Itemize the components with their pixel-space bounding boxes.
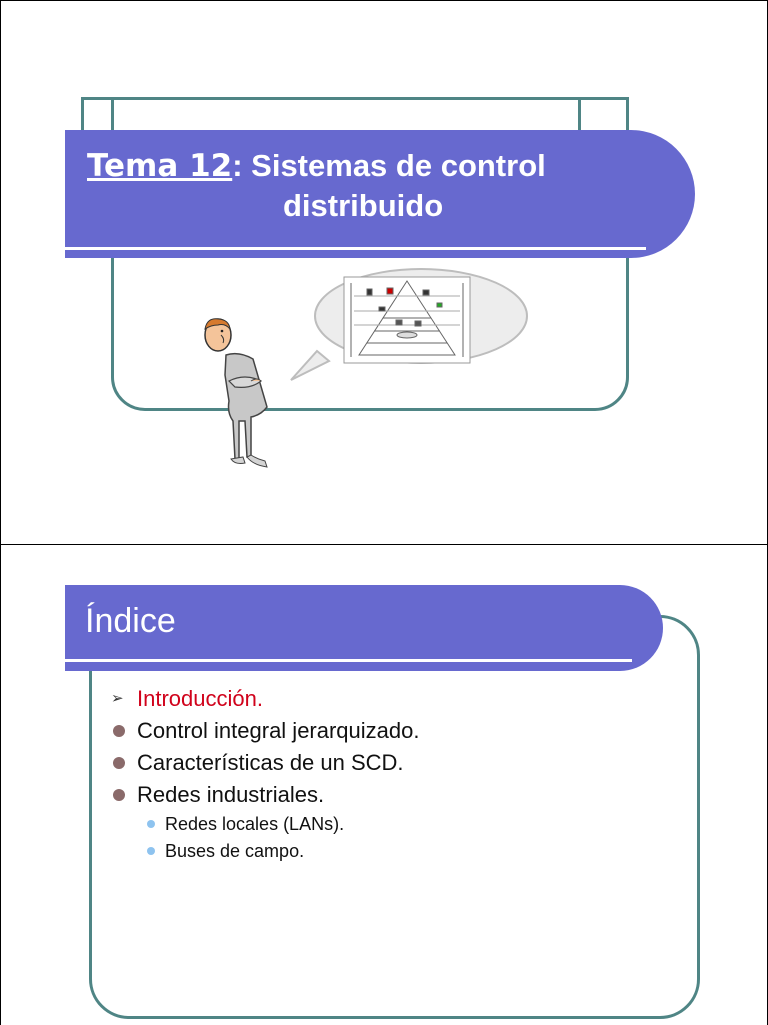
thinking-man-illustration: [191, 263, 531, 473]
sub-list-item: [111, 838, 671, 865]
frame-left-border: [81, 97, 84, 133]
banner-underline: [65, 659, 632, 662]
sub-list-item: [111, 811, 671, 838]
list-item-label: Control integral jerarquizado.: [137, 718, 420, 743]
list-item-label: Características de un SCD.: [137, 750, 404, 775]
slide-title: Índice: [85, 602, 176, 640]
topic-number: Tema 12: [87, 148, 233, 184]
title-text-2: distribuido: [283, 188, 444, 223]
bullet-icon: [113, 757, 125, 769]
sub-bullet-icon: [147, 820, 155, 828]
list-item: [111, 683, 671, 715]
sub-bullet-icon: [147, 847, 155, 855]
slide-title: [87, 146, 647, 226]
bullet-icon: [113, 789, 125, 801]
list-item-label: Introducción.: [137, 686, 263, 711]
list-item: [111, 747, 671, 779]
banner-underline: [65, 247, 646, 250]
bullet-icon: [113, 725, 125, 737]
chevron-right-icon: ➢: [111, 690, 124, 707]
index-list: [111, 683, 671, 865]
sub-list-item-label: Redes locales (LANs).: [165, 814, 345, 834]
sub-list-item-label: Buses de campo.: [165, 841, 305, 861]
list-item-label: Redes industriales.: [137, 782, 325, 807]
man-figure-icon: [205, 319, 267, 467]
title-text-1: : Sistemas de control: [232, 148, 546, 183]
slide-2: [0, 544, 768, 1025]
list-item: [111, 779, 671, 811]
pyramid-diagram-icon: [344, 277, 470, 363]
list-item: [111, 715, 671, 747]
